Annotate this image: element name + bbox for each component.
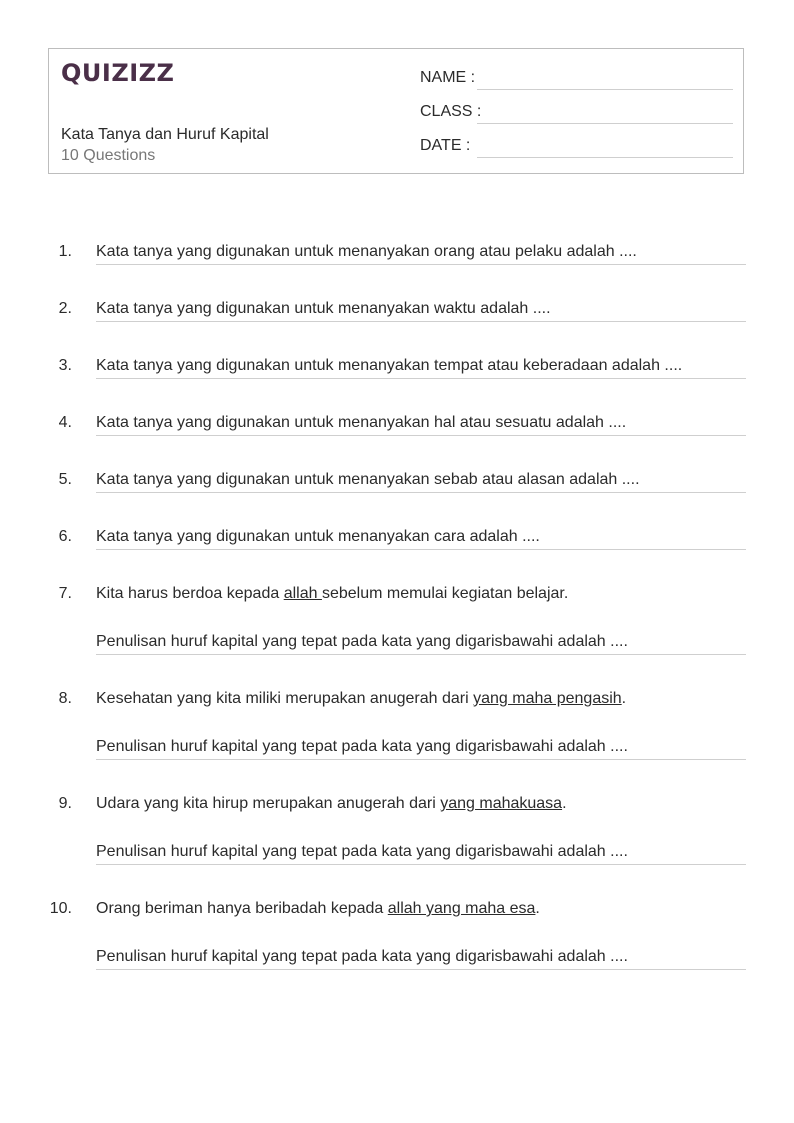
question-text: Kata tanya yang digunakan untuk menanyakan waktu adalah .... (96, 300, 551, 317)
sentence-text: Kesehatan yang kita miliki merupakan anugerah dari (96, 690, 474, 707)
answer-line[interactable] (96, 969, 746, 970)
question-text: Kata tanya yang digunakan untuk menanyakan cara adalah .... (96, 528, 540, 545)
sentence-text: . (535, 900, 540, 917)
sentence-text: Udara yang kita hirup merupakan anugerah dari (96, 795, 441, 812)
sentence-text: Kita harus berdoa kepada (96, 585, 284, 602)
underlined-word: yang mahakuasa (440, 795, 563, 812)
question-number: 4. (58, 414, 72, 431)
question-prompt: Penulisan huruf kapital yang tepat pada kata yang digarisbawahi adalah .... (96, 948, 628, 965)
question-prompt: Penulisan huruf kapital yang tepat pada kata yang digarisbawahi adalah .... (96, 843, 628, 860)
sentence-text: Orang beriman hanya beribadah kepada (96, 900, 388, 917)
underlined-word: allah (283, 585, 322, 602)
answer-line[interactable] (96, 492, 746, 493)
worksheet-header (48, 48, 744, 174)
question-number: 9. (58, 795, 72, 812)
date-label: DATE : (420, 137, 471, 154)
question-sentence (96, 690, 626, 708)
name-label: NAME : (420, 69, 476, 86)
question-number: 10. (49, 900, 72, 917)
quizizz-logo: QUIZIZZ (61, 59, 175, 87)
question-text: Kata tanya yang digunakan untuk menanyakan sebab atau alasan adalah .... (96, 471, 640, 488)
answer-line[interactable] (96, 321, 746, 322)
underlined-word: allah yang maha esa (387, 900, 536, 917)
class-label: CLASS : (420, 103, 482, 120)
question-number: 7. (58, 585, 72, 602)
answer-line[interactable] (96, 759, 746, 760)
class-field[interactable] (477, 123, 733, 124)
question-number: 5. (58, 471, 72, 488)
answer-line[interactable] (96, 654, 746, 655)
question-prompt: Penulisan huruf kapital yang tepat pada kata yang digarisbawahi adalah .... (96, 633, 628, 650)
sentence-text: . (621, 690, 627, 707)
answer-line[interactable] (96, 264, 746, 265)
question-text: Kata tanya yang digunakan untuk menanyakan tempat atau keberadaan adalah .... (96, 357, 683, 374)
answer-line[interactable] (96, 378, 746, 379)
sentence-text: . (562, 795, 567, 812)
question-sentence (96, 795, 567, 813)
question-text: Kata tanya yang digunakan untuk menanyakan orang atau pelaku adalah .... (96, 243, 637, 260)
answer-line[interactable] (96, 864, 746, 865)
question-sentence (96, 585, 568, 603)
question-count: 10 Questions (61, 147, 156, 164)
underlined-word: yang maha pengasih (473, 690, 622, 707)
question-text: Kata tanya yang digunakan untuk menanyakan hal atau sesuatu adalah .... (96, 414, 627, 431)
worksheet-title: Kata Tanya dan Huruf Kapital (61, 126, 269, 143)
question-prompt: Penulisan huruf kapital yang tepat pada kata yang digarisbawahi adalah .... (96, 738, 628, 755)
answer-line[interactable] (96, 549, 746, 550)
question-number: 1. (58, 243, 72, 260)
question-number: 6. (58, 528, 72, 545)
question-number: 2. (58, 300, 72, 317)
name-field[interactable] (477, 89, 733, 90)
question-sentence (96, 900, 540, 918)
sentence-text: sebelum memulai kegiatan belajar. (321, 585, 569, 602)
date-field[interactable] (477, 157, 733, 158)
question-number: 8. (58, 690, 72, 707)
answer-line[interactable] (96, 435, 746, 436)
question-number: 3. (58, 357, 72, 374)
